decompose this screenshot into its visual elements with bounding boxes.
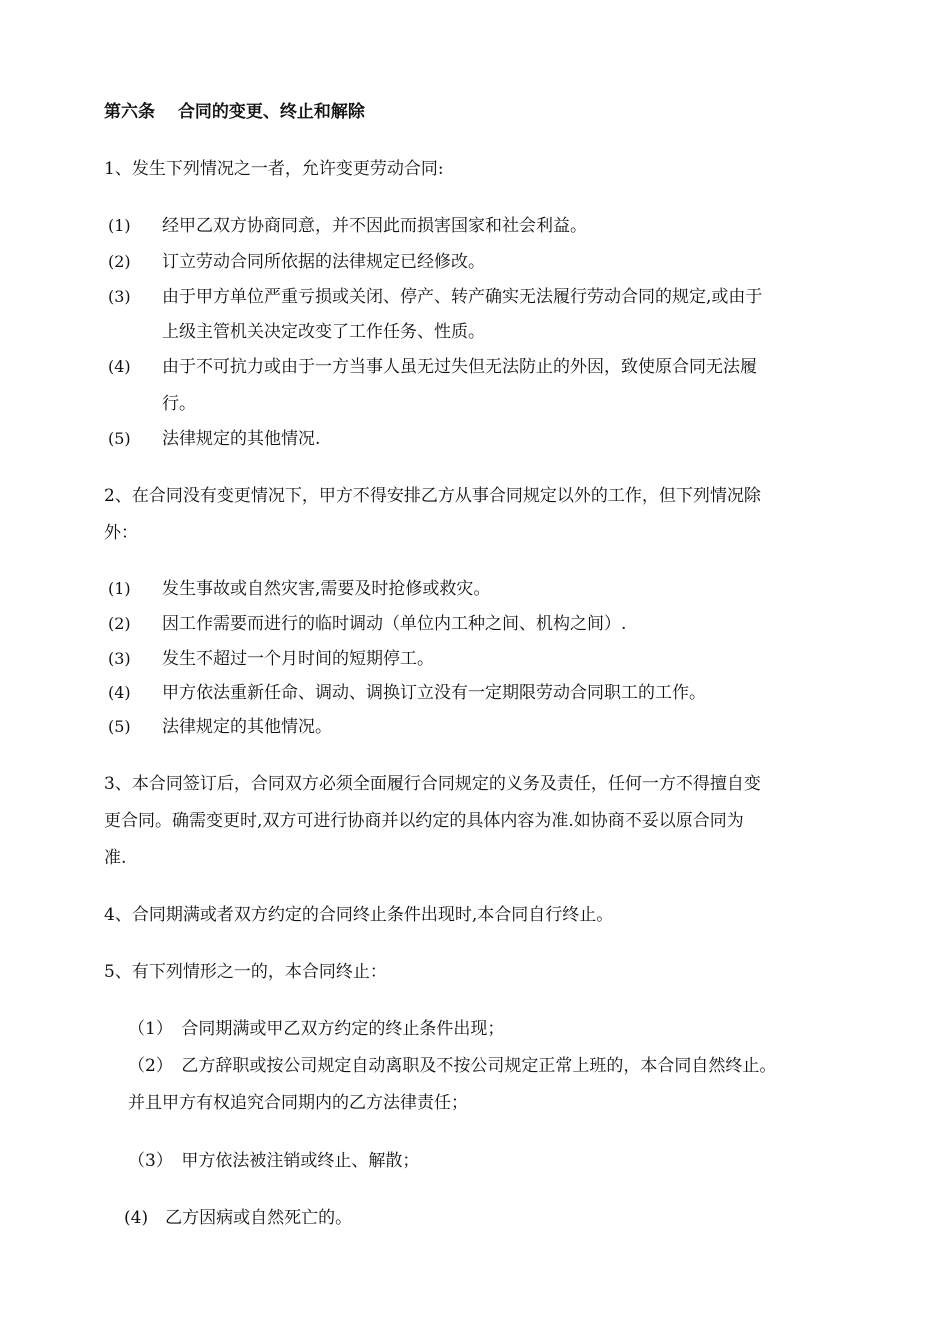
paragraph-5-item: （2） 乙方辞职或按公司规定自动离职及不按公司规定正常上班的，本合同自然终止。 <box>128 1056 777 1076</box>
list-item-text: 发生不超过一个月时间的短期停工。 <box>162 649 434 669</box>
list-item-text: 经甲乙双方协商同意，并不因此而损害国家和社会利益。 <box>162 216 587 236</box>
list-item-text: 订立劳动合同所依据的法律规定已经修改。 <box>162 252 485 272</box>
list-item-text: 由于甲方单位严重亏损或关闭、停产、转产确实无法履行劳动合同的规定,或由于 <box>162 287 763 307</box>
list-item-text-continued: 行。 <box>162 394 196 414</box>
list-item-number: (4) <box>108 683 131 702</box>
paragraph-3-line: 更合同。确需变更时,双方可进行协商并以约定的具体内容为准.如协商不妥以原合同为 <box>104 811 744 831</box>
paragraph-5-heading: 5、有下列情形之一的，本合同终止： <box>104 962 387 982</box>
list-item-number: (3) <box>108 287 131 306</box>
paragraph-5-item: (4) 乙方因病或自然死亡的。 <box>124 1208 353 1228</box>
paragraph-3-line: 准. <box>104 848 127 868</box>
paragraph-1-heading: 1、发生下列情况之一者，允许变更劳动合同: <box>104 159 444 179</box>
paragraph-5-item: （1） 合同期满或甲乙双方约定的终止条件出现； <box>128 1019 505 1039</box>
list-item-text: 由于不可抗力或由于一方当事人虽无过失但无法防止的外因，致使原合同无法履 <box>162 357 757 377</box>
list-item-text: 因工作需要而进行的临时调动（单位内工种之间、机构之间）. <box>162 614 627 634</box>
list-item-text: 甲方依法重新任命、调动、调换订立没有一定期限劳动合同职工的工作。 <box>162 683 706 703</box>
list-item-text-continued: 上级主管机关决定改变了工作任务、性质。 <box>162 322 485 342</box>
list-item-number: (5) <box>108 717 131 736</box>
section-title: 第六条 合同的变更、终止和解除 <box>104 102 365 122</box>
paragraph-2-heading: 2、在合同没有变更情况下，甲方不得安排乙方从事合同规定以外的工作，但下列情况除 <box>104 486 761 506</box>
list-item-text: 法律规定的其他情况。 <box>162 717 332 737</box>
paragraph-3-line: 3、本合同签订后，合同双方必须全面履行合同规定的义务及责任，任何一方不得擅自变 <box>104 774 761 794</box>
list-item-number: (1) <box>108 579 131 598</box>
list-item-number: (2) <box>108 252 131 271</box>
list-item-number: (1) <box>108 216 131 235</box>
paragraph-2-heading-continued: 外： <box>104 523 138 543</box>
list-item-number: (3) <box>108 649 131 668</box>
list-item-text: 法律规定的其他情况. <box>162 429 321 449</box>
paragraph-5-item-continued: 并且甲方有权追究合同期内的乙方法律责任； <box>128 1093 468 1113</box>
paragraph-5-item: （3） 甲方依法被注销或终止、解散； <box>128 1151 420 1171</box>
list-item-number: (5) <box>108 429 131 448</box>
list-item-text: 发生事故或自然灾害,需要及时抢修或救灾。 <box>162 579 491 599</box>
paragraph-4-line: 4、合同期满或者双方约定的合同终止条件出现时,本合同自行终止。 <box>104 905 614 925</box>
list-item-number: (4) <box>108 357 131 376</box>
list-item-number: (2) <box>108 614 131 633</box>
